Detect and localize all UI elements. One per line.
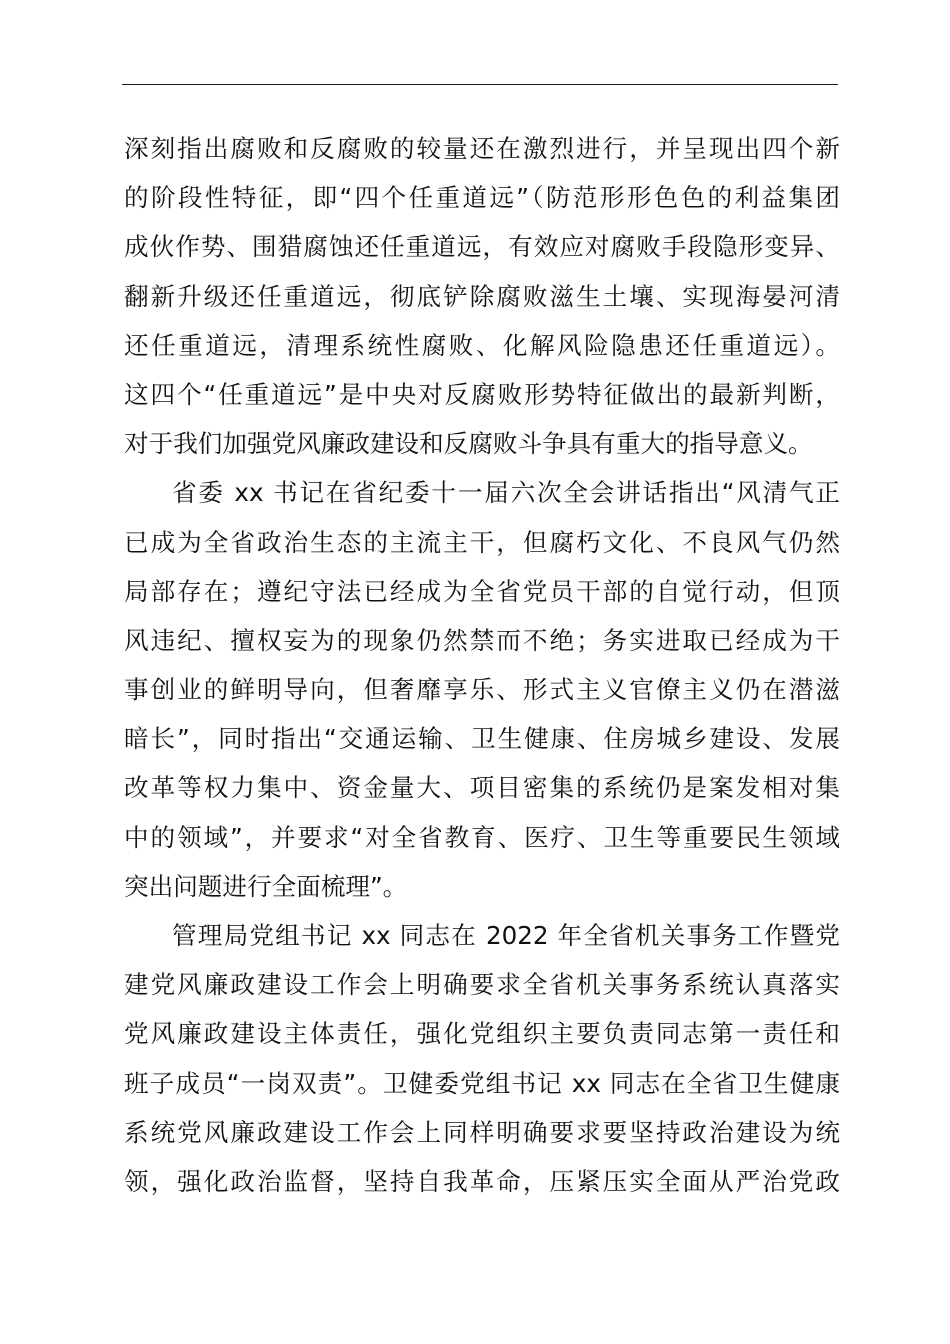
document-body: [124, 124, 840, 1206]
text-line: 风违纪、擅权妄为的现象仍然禁而不绝；务实进取已经成为干: [124, 625, 840, 655]
text-line: 局部存在；遵纪守法已经成为全省党员干部的自觉行动，但顶: [124, 576, 840, 606]
text-line: 深刻指出腐败和反腐败的较量还在激烈进行，并呈现出四个新: [124, 134, 840, 163]
paragraph-first-line: 省委 xx 书记在省纪委十一届六次全会讲话指出“风清气正: [172, 478, 840, 508]
text-line: 建党风廉政建设工作会上明确要求全省机关事务系统认真落实: [124, 970, 840, 1000]
header-rule: [122, 84, 838, 85]
text-line: 翻新升级还任重道远，彻底铲除腐败滋生土壤、实现海晏河清: [124, 281, 840, 311]
text-line: 已成为全省政治生态的主流主干，但腐朽文化、不良风气仍然: [124, 527, 840, 557]
text-line: 领，强化政治监督，坚持自我革命，压紧压实全面从严治党政: [124, 1166, 840, 1196]
text-line: 党风廉政建设主体责任，强化党组织主要负责同志第一责任和: [124, 1019, 840, 1049]
text-line: 事创业的鲜明导向，但奢靡享乐、形式主义官僚主义仍在潜滋: [124, 675, 840, 705]
text-line: 突出问题进行全面梳理”。: [124, 871, 408, 901]
text-line: 还任重道远，清理系统性腐败、化解风险隐患还任重道远）。: [124, 330, 840, 360]
text-line: 对于我们加强党风廉政建设和反腐败斗争具有重大的指导意义。: [124, 429, 813, 459]
text-line: 成伙作势、围猎腐蚀还任重道远，有效应对腐败手段隐形变异、: [124, 232, 840, 262]
paragraph-first-line: 管理局党组书记 xx 同志在 2022 年全省机关事务工作暨党: [172, 921, 840, 950]
text-line: 的阶段性特征，即“四个任重道远”（防范形形色色的利益集团: [124, 183, 840, 213]
text-line: 系统党风廉政建设工作会上同样明确要求要坚持政治建设为统: [124, 1117, 840, 1147]
text-line: 中的领域”，并要求“对全省教育、医疗、卫生等重要民生领域: [124, 822, 840, 852]
text-line: 改革等权力集中、资金量大、项目密集的系统仍是案发相对集: [124, 773, 840, 803]
text-line: 班子成员“一岗双责”。卫健委党组书记 xx 同志在全省卫生健康: [124, 1068, 840, 1098]
text-line: 暗长”，同时指出“交通运输、卫生健康、住房城乡建设、发展: [124, 724, 840, 754]
text-line: 这四个“任重道远”是中央对反腐败形势特征做出的最新判断，: [124, 379, 840, 409]
